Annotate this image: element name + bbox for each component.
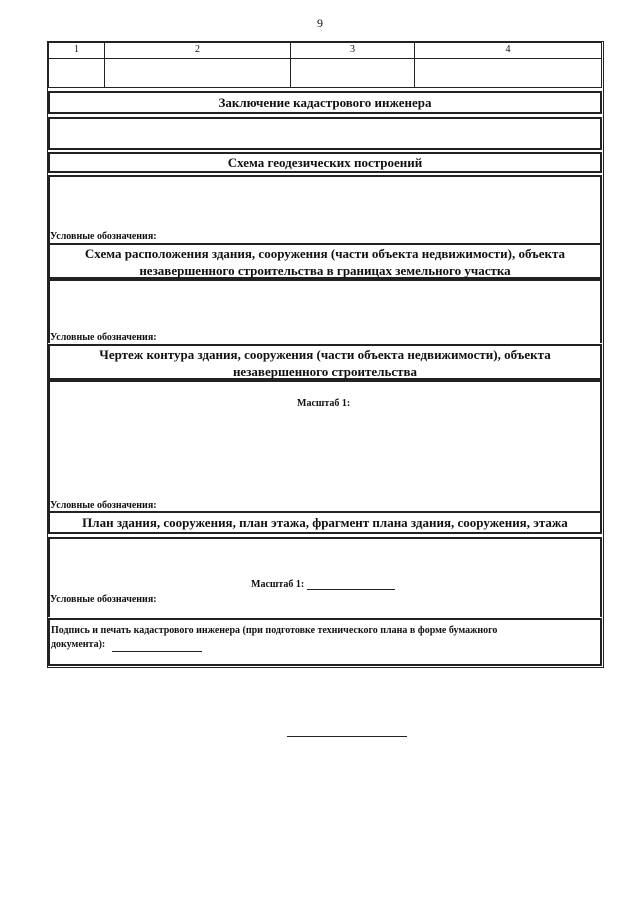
table-cell[interactable] [415, 59, 601, 87]
signature-field[interactable] [112, 651, 202, 652]
scale-value-field[interactable] [307, 589, 395, 590]
signature-text-line2: документа): [51, 638, 591, 652]
contour-legend-label: Условные обозначения: [50, 500, 157, 511]
contour-title-line2: незавершенного строительства [232, 364, 418, 379]
floor-plan-legend-label: Условные обозначения: [50, 594, 157, 605]
floor-plan-scale-label: Масштаб 1: [251, 579, 305, 590]
page-number: 9 [317, 16, 323, 30]
contour-scale-label: Масштаб 1: [297, 398, 351, 409]
location-title-line1: Схема расположения здания, сооружения (части объекта недвижимости), объекта [84, 246, 566, 261]
table-cell[interactable] [49, 59, 105, 87]
section-title-conclusion: Заключение кадастрового инженера [48, 91, 602, 114]
table-cell[interactable] [105, 59, 291, 87]
floor-plan-scale [251, 579, 395, 590]
end-of-document-line [287, 736, 407, 737]
table-header-cell: 3 [291, 43, 415, 58]
floor-plan-area[interactable] [48, 537, 602, 617]
conclusion-field[interactable] [48, 117, 602, 150]
contour-title-line1: Чертеж контура здания, сооружения (части объекта недвижимости), объекта [99, 347, 551, 362]
table-data-row [48, 59, 602, 88]
signature-text-line1: Подпись и печать кадастрового инженера (при подготовке технического плана в форме бумажного [51, 625, 498, 636]
table-header-cell: 2 [105, 43, 291, 58]
table-header-cell: 1 [49, 43, 105, 58]
signature-note [51, 624, 591, 652]
table-header-row [48, 42, 602, 59]
location-legend-label: Условные обозначения: [50, 332, 157, 343]
table-cell[interactable] [291, 59, 415, 87]
location-title-line2: незавершенного строительства в границах земельного участка [139, 263, 511, 278]
section-title-location [48, 243, 602, 279]
section-title-contour [48, 344, 602, 380]
section-title-floor-plan: План здания, сооружения, план этажа, фрагмент плана здания, сооружения, этажа [48, 511, 602, 534]
section-title-geodetic: Схема геодезических построений [48, 152, 602, 173]
table-header-cell: 4 [505, 44, 511, 55]
geodetic-legend-label: Условные обозначения: [50, 231, 157, 242]
